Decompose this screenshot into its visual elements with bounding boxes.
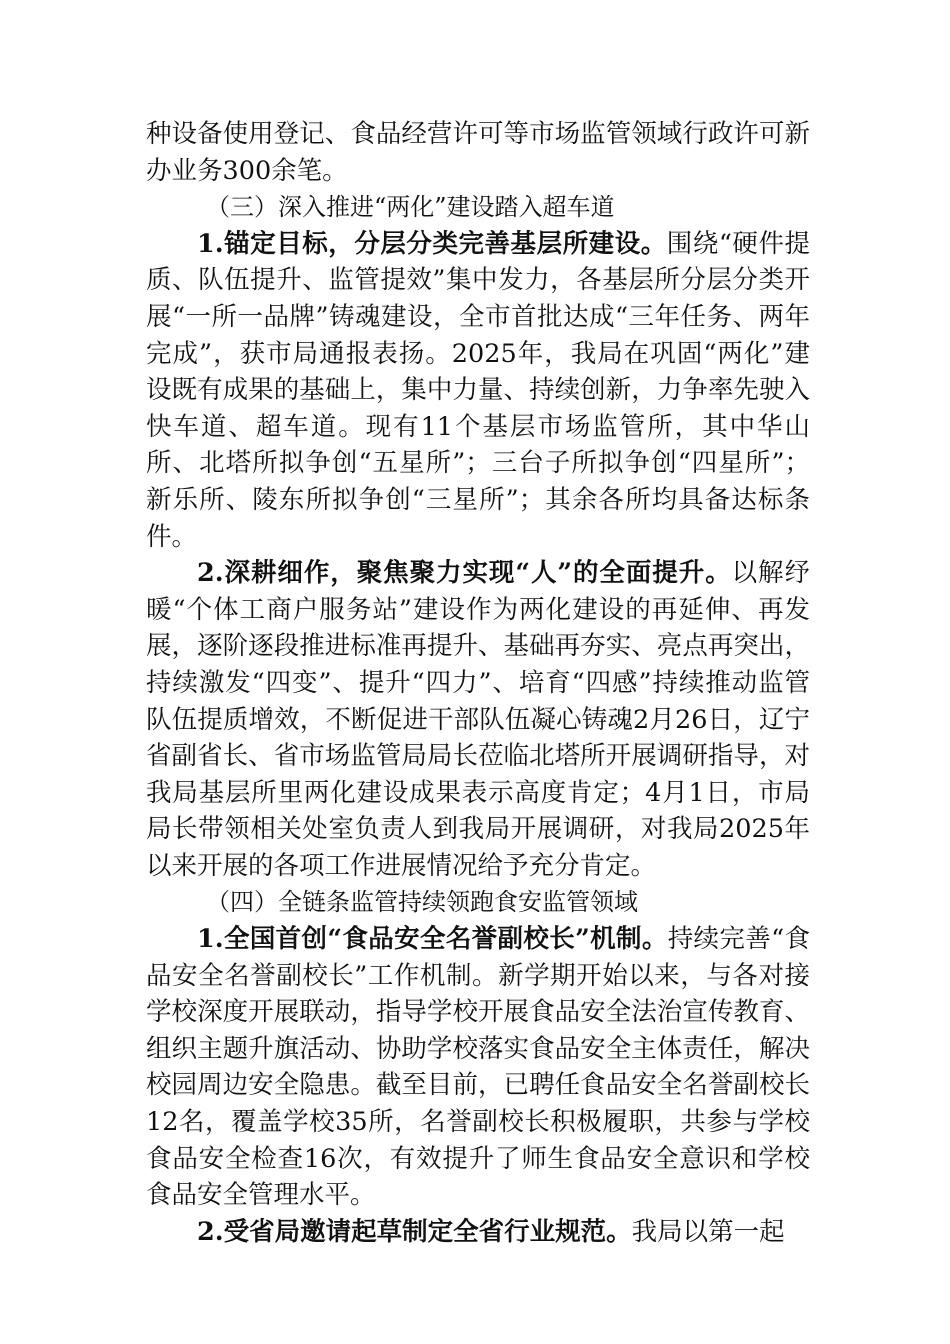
item-3-1 bbox=[146, 226, 810, 555]
document-page bbox=[146, 116, 810, 1250]
item-3-1-body: 围绕“硬件提质、队伍提升、监管提效”集中发力，各基层所分层分类开展“一所一品牌”铸魂建设，全市首批达成“三年任务、两年完成”，获市局通报表扬。2025年，我局在巩固“两化”建设既有成果的基础上，集中力量、持续创新，力争率先驶入快车道、超车道。现有11个基层市场监管所，其中华山所、北塔所拟争创“五星所”；三台子所拟争创“四星所”；新乐所、陵东所拟争创“三星所”；其余各所均具备达标条件。 bbox=[146, 228, 810, 552]
section-heading-4: （四）全链条监管持续领跑食安监管领域 bbox=[206, 888, 638, 917]
paragraph-continuation: 种设备使用登记、食品经营许可等市场监管领域行政许可新办业务300余笔。 bbox=[146, 119, 810, 186]
item-4-2-body: 我局以第一起 bbox=[631, 1216, 785, 1247]
item-4-1-body: 持续完善“食品安全名誉副校长”工作机制。新学期开始以来，与各对接学校深度开展联动，指导学校开展食品安全法治宣传教育、组织主题升旗活动、协助学校落实食品安全主体责任，解决校园周边安全隐患。截至目前，已聘任食品安全名誉副校长12名，覆盖学校35所，名誉副校长积极履职，共参与学校食品安全检查16次，有效提升了师生食品安全意识和学校食品安全管理水平。 bbox=[146, 924, 810, 1211]
item-4-1-lead: 1.全国首创“食品安全名誉副校长”机制。 bbox=[197, 924, 668, 955]
item-4-2 bbox=[146, 1214, 810, 1251]
section-heading-3: （三）深入推进“两化”建设踏入超车道 bbox=[206, 193, 615, 222]
item-3-2-lead: 2.深耕细作，聚焦聚力实现“人”的全面提升。 bbox=[197, 558, 732, 589]
item-3-2-body: 以解纾暖“个体工商户服务站”建设作为两化建设的再延伸、再发展，逐阶逐段推进标准再提升、基础再夯实、亮点再突出，持续激发“四变”、提升“四力”、培育“四感”持续推动监管队伍提质增效，不断促进干部队伍凝心铸魂2月26日，辽宁省副省长、省市场监管局局长莅临北塔所开展调研指导，对我局基层所里两化建设成果表示高度肯定；4月1日，市局局长带领相关处室负责人到我局开展调研，对我局2025年以来开展的各项工作进展情况给予充分肯定。 bbox=[146, 558, 810, 881]
item-3-1-lead: 1.锚定目标，分层分类完善基层所建设。 bbox=[197, 228, 667, 259]
item-3-2 bbox=[146, 555, 810, 884]
item-4-2-lead: 2.受省局邀请起草制定全省行业规范。 bbox=[197, 1216, 632, 1247]
item-4-1 bbox=[146, 921, 810, 1214]
